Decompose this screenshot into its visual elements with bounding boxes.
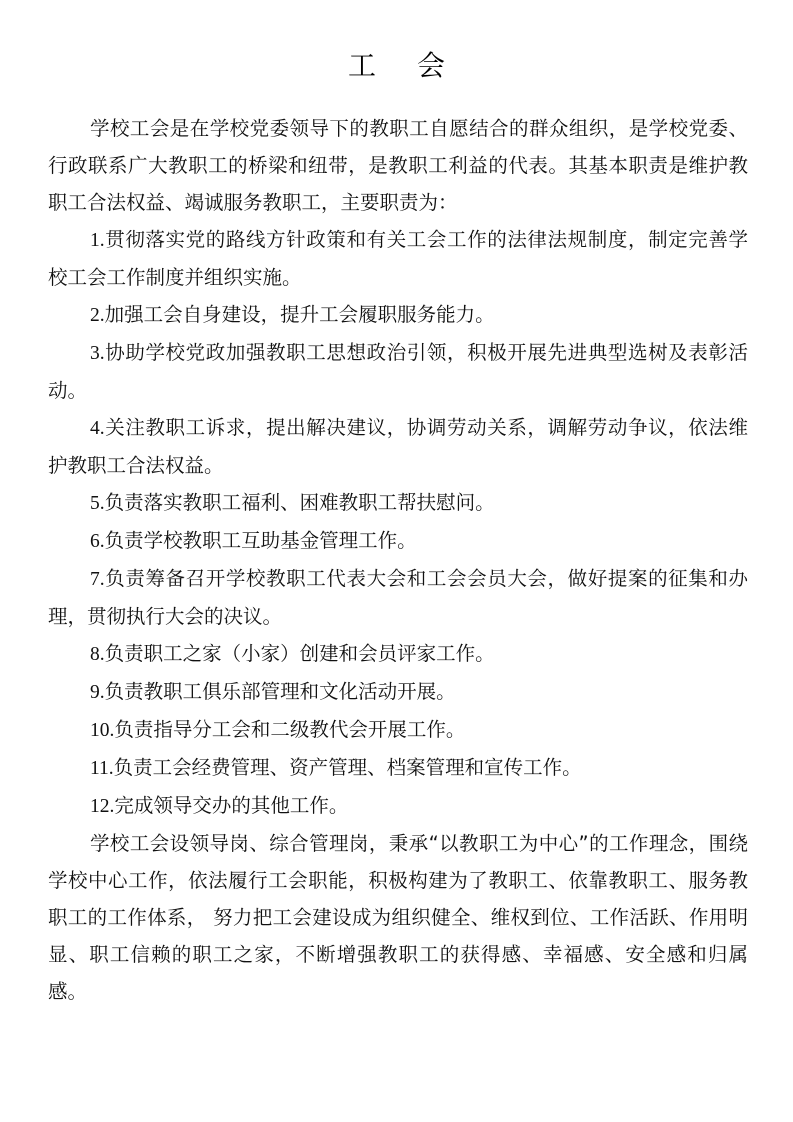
- duty-item: [48, 749, 748, 787]
- duty-text: 负责学校教职工互助基金管理工作。: [104, 529, 417, 552]
- duty-text: 协助学校党政加强教职工思想政治引领，积极开展先进典型选树及表彰活动。: [48, 341, 748, 402]
- duty-number: 12.: [90, 796, 115, 817]
- duty-number: 6.: [90, 531, 105, 552]
- closing-paragraph: 学校工会设领导岗、综合管理岗，秉承“以教职工为中心”的工作理念，围绕学校中心工作，依法履行工会职能，积极构建为了教职工、依靠教职工、服务教职工的工作体系， 努力把工会建设成为组织健全、维权到位、工作活跃、作用明显、职工信赖的职工之家，不断增强教职工的获得感、幸福感、安全感和归属感。: [48, 832, 748, 1003]
- duty-text: 贯彻落实党的路线方针政策和有关工会工作的法律法规制度，制定完善学校工会工作制度并组织实施。: [48, 228, 748, 289]
- duty-text: 加强工会自身建设，提升工会履职服务能力。: [104, 303, 495, 326]
- duty-text: 负责教职工俱乐部管理和文化活动开展。: [104, 680, 456, 703]
- duty-text: 负责指导分工会和二级教代会开展工作。: [114, 718, 466, 741]
- duty-item: [48, 484, 748, 522]
- duty-item: [48, 673, 748, 711]
- duty-text: 负责工会经费管理、资产管理、档案管理和宣传工作。: [113, 756, 582, 779]
- duty-number: 11.: [90, 758, 114, 779]
- duty-number: 4.: [90, 418, 105, 439]
- duty-number: 9.: [90, 682, 105, 703]
- duty-item: [48, 635, 748, 673]
- duty-text: 关注教职工诉求，提出解决建议，协调劳动关系，调解劳动争议，依法维护教职工合法权益。: [48, 416, 748, 477]
- duty-number: 3.: [90, 343, 105, 364]
- duty-item: [48, 711, 748, 749]
- duty-number: 5.: [90, 493, 105, 514]
- intro-paragraph: 学校工会是在学校党委领导下的教职工自愿结合的群众组织，是学校党委、行政联系广大教职工的桥梁和纽带，是教职工利益的代表。其基本职责是维护教职工合法权益、竭诚服务教职工，主要职责为：: [48, 117, 748, 214]
- duty-item: [48, 787, 748, 825]
- duty-item: [48, 560, 748, 635]
- duty-item: [48, 296, 748, 334]
- duty-item: [48, 409, 748, 484]
- duty-item: [48, 221, 748, 296]
- duty-number: 7.: [90, 569, 105, 590]
- document-body: [48, 110, 748, 1010]
- duty-number: 8.: [90, 644, 105, 665]
- duty-item: [48, 522, 748, 560]
- duty-number: 1.: [90, 230, 105, 251]
- duty-item: [48, 334, 748, 409]
- duty-number: 10.: [90, 720, 115, 741]
- duty-text: 负责落实教职工福利、困难教职工帮扶慰问。: [104, 491, 495, 514]
- duty-text: 完成领导交办的其他工作。: [114, 794, 349, 817]
- page-title: 工 会: [348, 49, 461, 82]
- duty-number: 2.: [90, 305, 105, 326]
- duty-text: 负责职工之家（小家）创建和会员评家工作。: [104, 642, 495, 665]
- duty-text: 负责筹备召开学校教职工代表大会和工会会员大会，做好提案的征集和办理，贯彻执行大会的决议。: [48, 567, 748, 628]
